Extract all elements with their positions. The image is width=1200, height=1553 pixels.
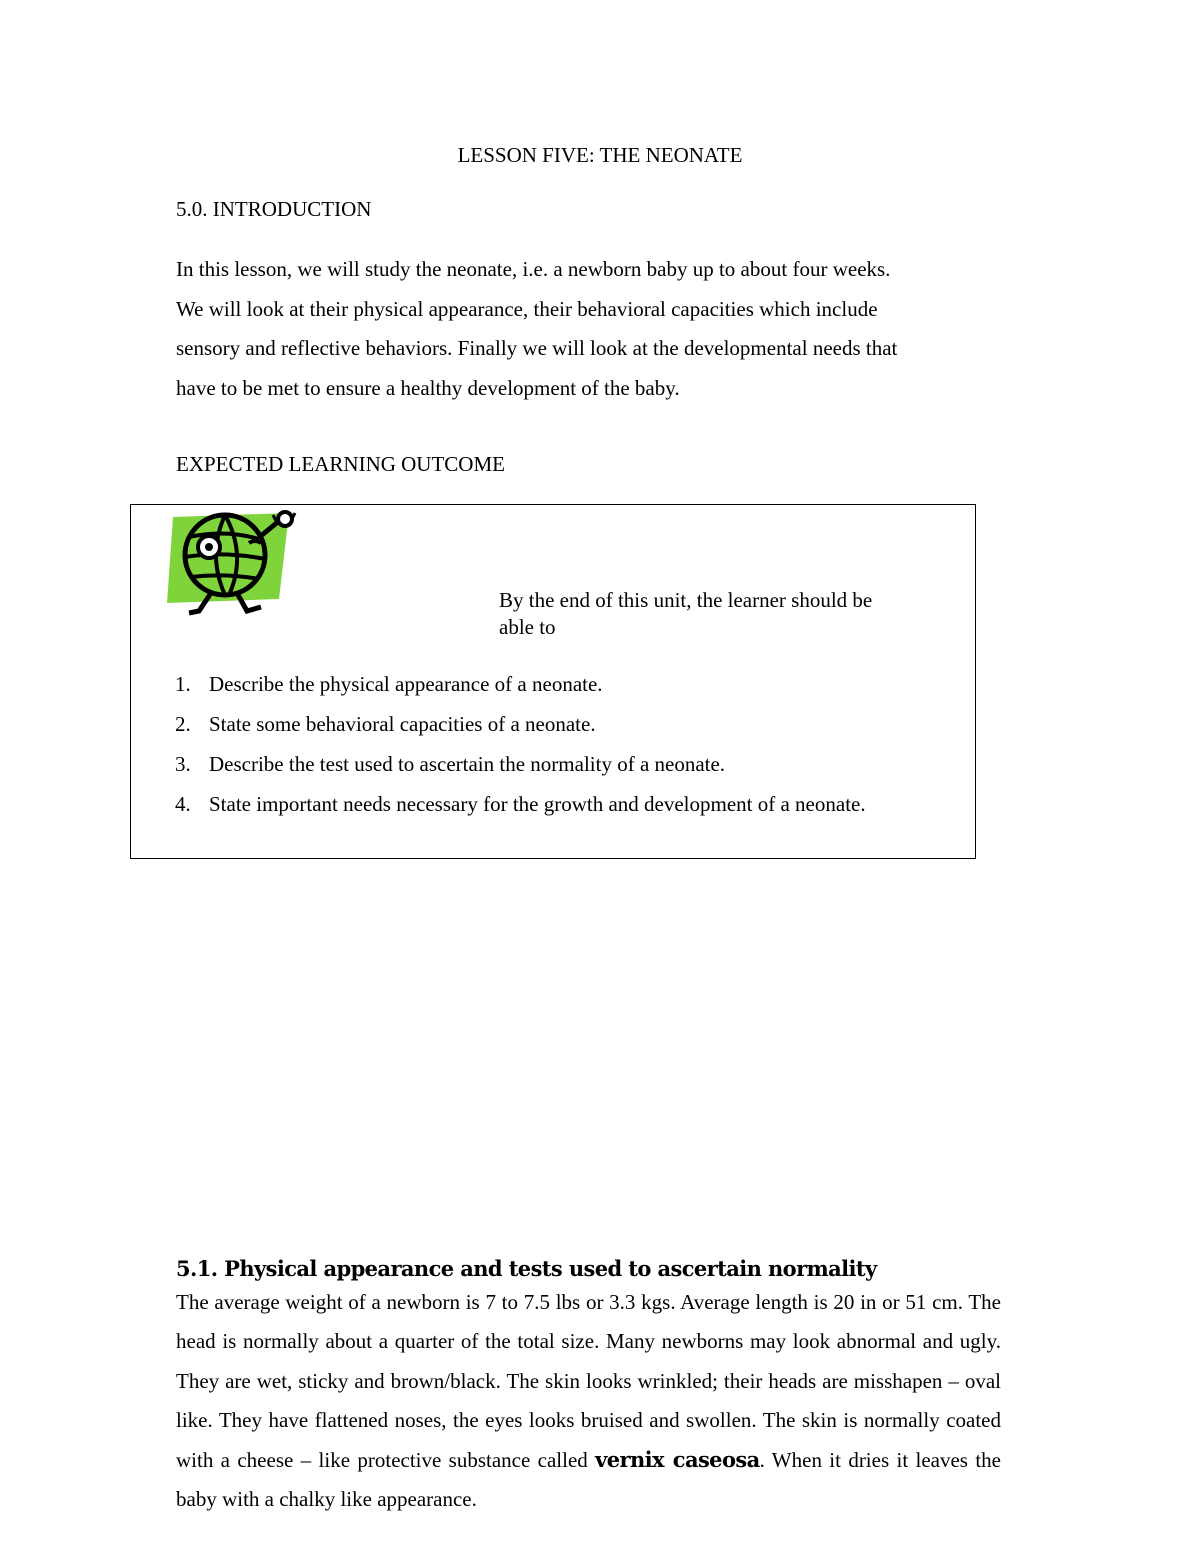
outcome-intro-line: By the end of this unit, the learner should be xyxy=(499,588,873,612)
list-item-text: State important needs necessary for the growth and development of a neonate. xyxy=(209,792,866,816)
outcome-list xyxy=(175,669,866,829)
list-item xyxy=(175,789,866,829)
outcome-intro-line: able to xyxy=(499,615,556,639)
list-item-text: State some behavioral capacities of a neonate. xyxy=(209,712,596,736)
introduction-line: have to be met to ensure a healthy development of the baby. xyxy=(176,375,680,400)
list-item-text: Describe the test used to ascertain the normality of a neonate. xyxy=(209,752,726,776)
bold-term: vernix caseosa xyxy=(595,1447,760,1473)
learning-outcome-box xyxy=(130,504,976,859)
introduction-line: We will look at their physical appearance, their behavioral capacities which include xyxy=(176,296,878,321)
list-item xyxy=(175,669,866,709)
list-item-number: 3. xyxy=(175,752,191,776)
section-heading: 5.1. Physical appearance and tests used to ascertain normality xyxy=(176,1256,877,1281)
introduction-line: sensory and reflective behaviors. Finally we will look at the developmental needs that xyxy=(176,336,898,360)
section-text: The average weight of a newborn is 7 to 7.5 lbs or 3.3 kgs. Average length is 20 in or 51 cm. The head is normally about a quarter of the total size. Many newborns may look abnormal and ugly. They are wet, sticky and brown/black. The skin looks wrinkled; their heads are misshapen – oval like. They have flattened noses, the eyes looks bruised and swollen. The skin is normally coated with a cheese – like protective substance called xyxy=(176,1290,1001,1473)
introduction-heading: 5.0. INTRODUCTION xyxy=(176,197,372,221)
list-item xyxy=(175,749,866,789)
outcome-heading: EXPECTED LEARNING OUTCOME xyxy=(176,452,505,476)
list-item-number: 2. xyxy=(175,712,191,736)
introduction-line: In this lesson, we will study the neonate, i.e. a newborn baby up to about four weeks. xyxy=(176,257,891,281)
list-item-number: 4. xyxy=(175,792,191,816)
section-paragraph xyxy=(176,1283,1001,1520)
list-item xyxy=(175,709,866,749)
section-body xyxy=(176,1283,1001,1520)
lesson-title: LESSON FIVE: THE NEONATE xyxy=(457,143,743,167)
introduction-paragraph xyxy=(176,250,1006,408)
list-item-number: 1. xyxy=(175,672,191,696)
globe-mascot-icon xyxy=(167,507,317,625)
section-text: . When it dries it leaves the baby with a chalky like appearance. xyxy=(176,1448,1001,1512)
list-item-text: Describe the physical appearance of a neonate. xyxy=(209,672,603,696)
outcome-intro xyxy=(499,587,949,641)
